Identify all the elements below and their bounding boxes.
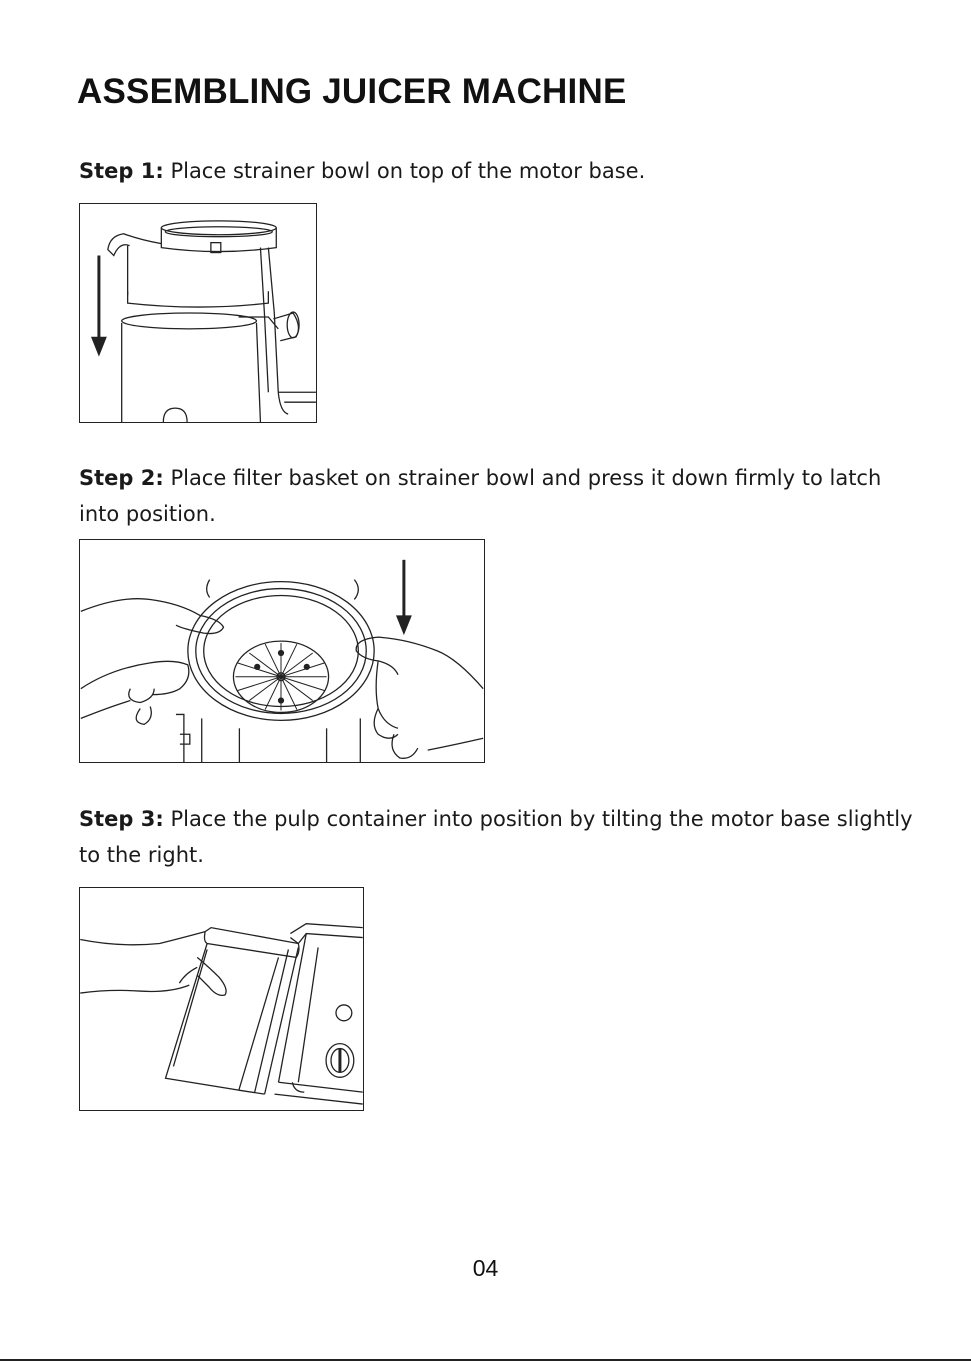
hand-drawing — [80, 932, 226, 996]
step-1-label: Step 1: — [79, 159, 164, 183]
step-3-illustration — [79, 887, 364, 1111]
step-1-instruction — [79, 153, 919, 189]
down-arrow-icon — [396, 560, 412, 635]
right-hand-drawing — [356, 637, 483, 758]
step-2-label: Step 2: — [79, 466, 164, 490]
page-number: 04 — [472, 1255, 499, 1281]
motor-base-drawing — [122, 312, 299, 422]
filter-basket-drawing — [233, 641, 328, 712]
step-3-label: Step 3: — [79, 807, 164, 831]
step-1-illustration — [79, 203, 317, 423]
strainer-bowl-drawing — [108, 221, 316, 414]
step-3-text: Place the pulp container into position by tilting the motor base slightly to the right. — [79, 807, 913, 867]
strainer-bowl-drawing — [176, 580, 374, 762]
pulp-container-drawing — [166, 928, 299, 1094]
step-3-instruction — [79, 801, 919, 873]
page-title: ASSEMBLING JUICER MACHINE — [77, 72, 627, 111]
down-arrow-icon — [91, 256, 107, 357]
left-hand-drawing — [81, 599, 224, 725]
step-2-instruction — [79, 460, 919, 532]
step-2-text: Place filter basket on strainer bowl and press it down firmly to latch into position. — [79, 466, 882, 526]
bottom-divider — [0, 1359, 971, 1361]
step-2-illustration — [79, 539, 485, 763]
step-1-text: Place strainer bowl on top of the motor base. — [163, 159, 646, 183]
